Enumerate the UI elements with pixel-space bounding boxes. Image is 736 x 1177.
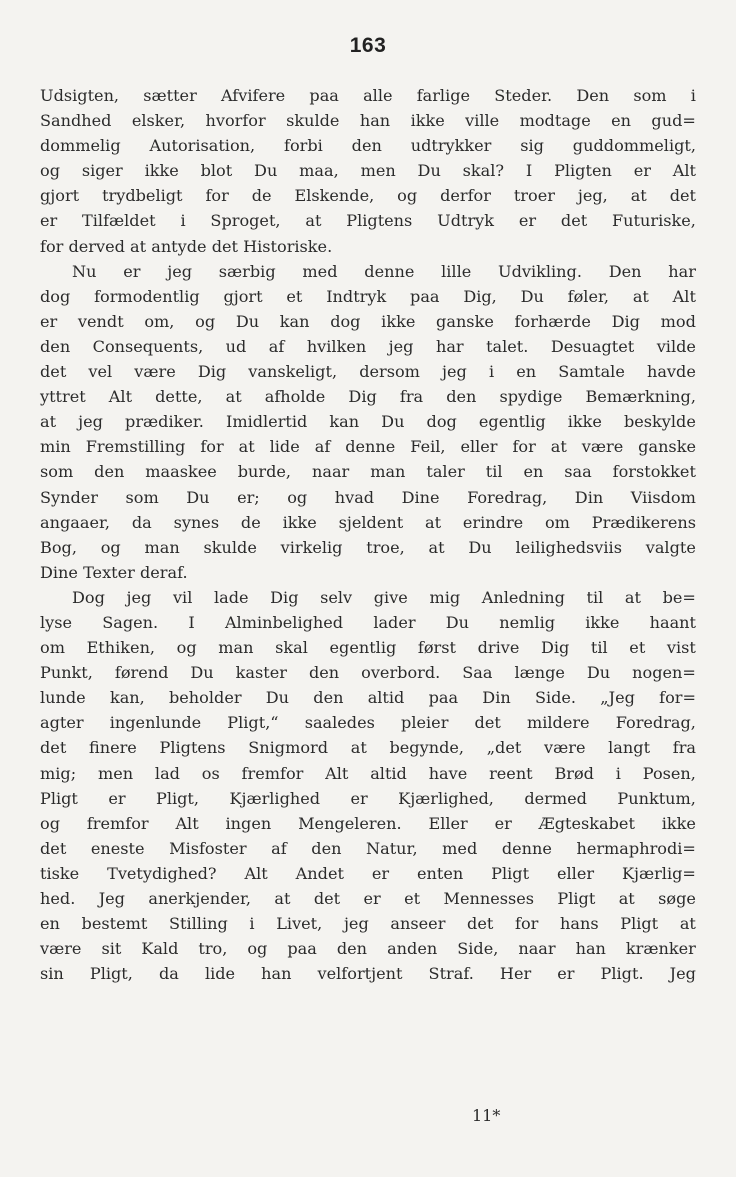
text-line: Bog, og man skulde virkelig troe, at Du leilighedsviis valgte — [40, 537, 696, 557]
text-line: yttret Alt dette, at afholde Dig fra den spydige Bemærkning, — [40, 387, 696, 407]
text-line: det finere Pligtens Snigmord at begynde, „det være langt fra — [40, 738, 696, 758]
text-line: mig; men lad os fremfor Alt altid have reent Brød i Posen, — [40, 763, 696, 783]
text-line: Pligt er Pligt, Kjærlighed er Kjærlighed, dermed Punktum, — [40, 788, 696, 808]
text-line: Synder som Du er; og hvad Dine Foredrag, Din Viisdom — [40, 487, 696, 507]
text-line: at jeg prædiker. Imidlertid kan Du dog egentlig ikke beskylde — [40, 412, 696, 432]
text-line: som den maaskee burde, naar man taler til en saa forstokket — [40, 462, 696, 482]
text-line: lyse Sagen. I Alminbelighed lader Du nemlig ikke haant — [40, 612, 696, 632]
text-line: Nu er jeg særbig med denne lille Udvikling. Den har — [72, 261, 696, 281]
text-line: er Tilfældet i Sproget, at Pligtens Udtryk er det Futuriske, — [40, 211, 696, 231]
text-line: Udsigten, sætter Afvifere paa alle farlige Steder. Den som i — [40, 86, 696, 105]
page-number: 163 — [349, 34, 387, 57]
text-line: sin Pligt, da lide han velfortjent Straf. Her er Pligt. Jeg — [40, 964, 696, 984]
text-line: er vendt om, og Du kan dog ikke ganske forhærde Dig mod — [40, 311, 696, 331]
text-line: være sit Kald tro, og paa den anden Side, naar han krænker — [40, 939, 696, 959]
text-line: det vel være Dig vanskeligt, dersom jeg i en Samtale havde — [40, 362, 696, 382]
text-line: og siger ikke blot Du maa, men Du skal? I Pligten er Alt — [40, 161, 696, 181]
text-line: min Fremstilling for at lide af denne Feil, eller for at være ganske — [40, 437, 696, 457]
signature-mark: 11* — [472, 1106, 501, 1125]
text-line: Dog jeg vil lade Dig selv give mig Anledning til at be= — [72, 587, 696, 607]
text-line: den Consequents, ud af hvilken jeg har talet. Desuagtet vilde — [40, 336, 696, 356]
text-line: lunde kan, beholder Du den altid paa Din Side. „Jeg for= — [40, 688, 696, 708]
text-line: gjort trydbeligt for de Elskende, og derfor troer jeg, at det — [40, 186, 696, 206]
text-line: Sandhed elsker, hvorfor skulde han ikke ville modtage en gud= — [40, 111, 696, 131]
text-line: tiske Tvetydighed? Alt Andet er enten Pligt eller Kjærlig= — [40, 863, 696, 883]
text-line: hed. Jeg anerkjender, at det er et Mennesses Pligt at søge — [40, 889, 696, 908]
text-line: om Ethiken, og man skal egentlig først drive Dig til et vist — [40, 638, 696, 658]
text-line: dommelig Autorisation, forbi den udtrykker sig guddommeligt, — [40, 136, 696, 156]
text-line: angaaer, da synes de ikke sjeldent at erindre om Prædikerens — [40, 512, 696, 532]
text-line: agter ingenlunde Pligt,“ saaledes pleier det mildere Foredrag, — [40, 713, 696, 733]
text-line: dog formodentlig gjort et Indtryk paa Dig, Du føler, at Alt — [40, 286, 696, 306]
text-line: for derved at antyde det Historiske. — [40, 236, 333, 256]
body-text — [40, 83, 696, 986]
text-line: Dine Texter deraf. — [40, 562, 188, 582]
text-line: og fremfor Alt ingen Mengeleren. Eller er Ægteskabet ikke — [40, 813, 696, 833]
text-line: det eneste Misfoster af den Natur, med denne hermaphrodi= — [40, 838, 696, 858]
text-line: en bestemt Stilling i Livet, jeg anseer det for hans Pligt at — [40, 914, 696, 934]
text-line: Punkt, førend Du kaster den overbord. Saa længe Du nogen= — [40, 663, 696, 683]
